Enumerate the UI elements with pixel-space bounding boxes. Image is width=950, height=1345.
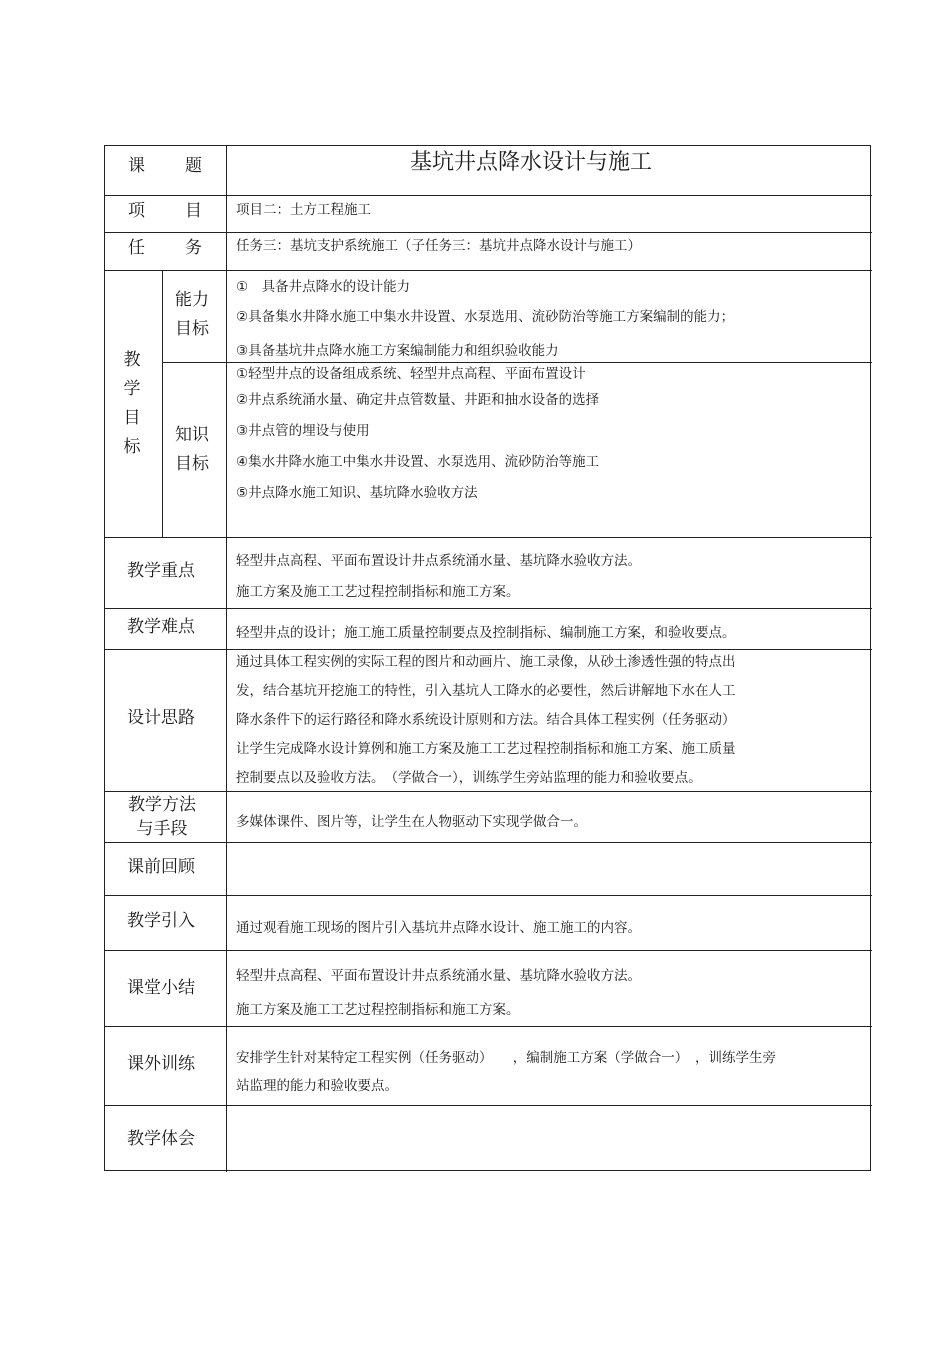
intro-text: 通过观看施工现场的图片引入基坑井点降水设计、施工施工的内容。	[236, 920, 641, 936]
review-label: 课前回顾	[127, 857, 195, 877]
page-title: 基坑井点降水设计与施工	[410, 150, 653, 175]
row-divider	[105, 232, 872, 233]
ability-item: ① 具备井点降水的设计能力	[236, 279, 411, 295]
row-divider	[105, 1105, 872, 1106]
row-divider	[105, 537, 872, 538]
homework-line: 安排学生针对某特定工程实例（任务驱动） ，编制施工方案（学做合一） ，训练学生旁	[236, 1050, 776, 1066]
key-points-line: 施工方案及施工工艺过程控制指标和施工方案。	[236, 584, 520, 600]
task-value: 任务三：基坑支护系统施工（子任务三：基坑井点降水设计与施工）	[236, 238, 641, 254]
difficulties-label: 教学难点	[127, 617, 195, 637]
row-divider	[105, 842, 872, 843]
design-label: 设计思路	[127, 708, 195, 728]
knowledge-item: ③井点管的埋设与使用	[236, 423, 370, 439]
knowledge-goal-label: 知识 目标	[175, 425, 209, 474]
knowledge-item: ①轻型井点的设备组成系统、轻型井点高程、平面布置设计	[236, 366, 586, 382]
row-divider	[105, 895, 872, 896]
design-paragraph: 通过具体工程实例的实际工程的图片和动画片、施工录像，从砂土渗透性强的特点出 发，结合基坑开挖施工的特性，引入基坑人工降水的必要性，然后讲解地下水在人工 降水条件下的运行路径和降水系统设计原则和方法。结合具体工程实例（任务驱动） 让学生完成降水设计算例和施工方案及施工工艺过程控制指标和施工方案、施工质量 控制要点以及验收方法。 （学做合一），训练学生旁站监理的能力和验收要点。	[236, 654, 736, 786]
goals-section-label: 教 学 目 标	[123, 350, 141, 457]
row-divider	[105, 270, 872, 271]
ability-item: ②具备集水井降水施工中集水井设置、水泵选用、流砂防治等施工方案编制的能力；	[236, 309, 735, 325]
topic-label: 课 题	[128, 156, 202, 176]
summary-line: 施工方案及施工工艺过程控制指标和施工方案。	[236, 1002, 520, 1018]
knowledge-item: ⑤井点降水施工知识、基坑降水验收方法	[236, 485, 478, 501]
key-points-line: 轻型井点高程、平面布置设计井点系统涌水量、基坑降水验收方法。	[236, 553, 641, 569]
task-label: 任 务	[128, 238, 202, 258]
homework-line: 站监理的能力和验收要点。	[236, 1078, 398, 1094]
summary-line: 轻型井点高程、平面布置设计井点系统涌水量、基坑降水验收方法。	[236, 968, 641, 984]
column-divider	[162, 270, 163, 537]
column-divider	[226, 146, 227, 1172]
row-divider	[105, 195, 872, 196]
intro-label: 教学引入	[127, 911, 195, 931]
row-divider	[105, 1026, 872, 1027]
methods-label: 教学方法 与手段	[128, 795, 196, 839]
difficulties-text: 轻型井点的设计；施工施工质量控制要点及控制指标、编制施工方案，和验收要点。	[236, 625, 736, 641]
project-value: 项目二：土方工程施工	[236, 202, 371, 218]
ability-goal-label: 能力 目标	[175, 290, 209, 339]
project-label: 项 目	[128, 201, 202, 221]
homework-label: 课外训练	[127, 1054, 195, 1074]
knowledge-item: ②井点系统涌水量、确定井点管数量、井距和抽水设备的选择	[236, 392, 600, 408]
summary-label: 课堂小结	[127, 978, 195, 998]
ability-item: ③具备基坑井点降水施工方案编制能力和组织验收能力	[236, 343, 559, 359]
key-points-label: 教学重点	[127, 561, 195, 581]
row-divider	[105, 608, 872, 609]
knowledge-item: ④集水井降水施工中集水井设置、水泵选用、流砂防治等施工	[236, 454, 600, 470]
row-divider	[105, 950, 872, 951]
reflection-label: 教学体会	[127, 1129, 195, 1149]
methods-text: 多媒体课件、图片等，让学生在人物驱动下实现学做合一。	[236, 814, 587, 830]
